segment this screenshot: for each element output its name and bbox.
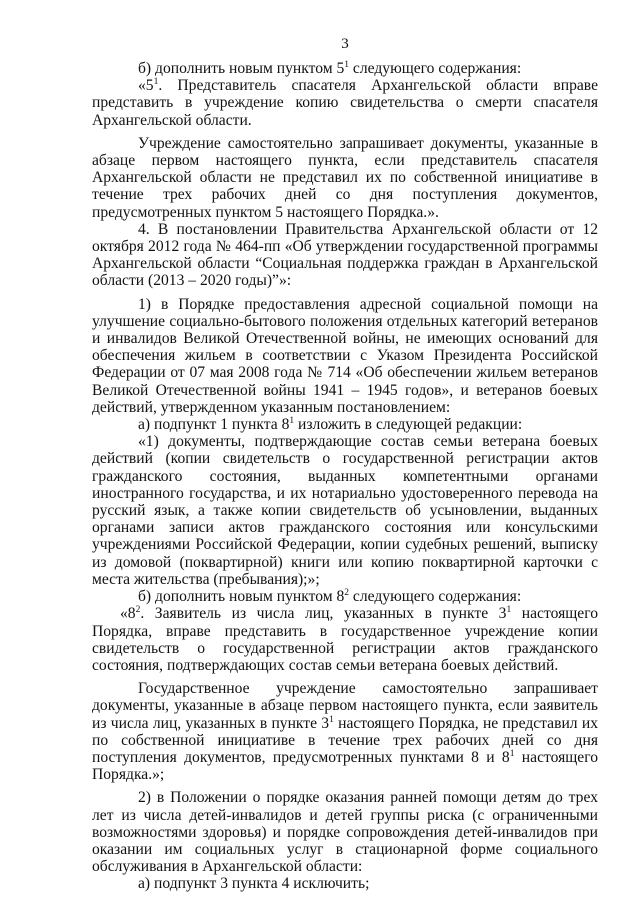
paragraph-2: «$5^1$. Представитель спасателя Архангельской области вправе представить в учреждение копию свидетельства о смерти спасателя Архангельской области.: [92, 77, 598, 129]
paragraph-10: Государственное учреждение самостоятельно запрашивает документы, указанные в абзаце первом настоящего пункта, если заявитель из числа лиц, указанных в пункте $3^1$ настоящего Порядка, не представил их по собственной инициативе в течение трех рабочих дней со дня поступления документов, предусмотренных пунктами 8 и $8^1$ настоящего Порядка.»;: [92, 680, 598, 784]
paragraph-12: а) подпункт 3 пункта 4 исключить;: [138, 875, 370, 893]
paragraph-8: б) дополнить новым пунктом $8^2$ следующего содержания:: [138, 588, 522, 606]
paragraph-1: б) дополнить новым пунктом $5^1$ следующего содержания:: [138, 60, 522, 77]
paragraph-3: Учреждение самостоятельно запрашивает документы, указанные в абзаце первом настоящего пункта, если представитель спасателя Архангельской области не представил их по собственной инициативе в течение трех рабочих дней со дня поступления документов, предусмотренных пунктом 5 настоящего Порядка.».: [92, 134, 598, 221]
paragraph-9: «$8^2$. Заявитель из числа лиц, указанных в пункте $3^1$ настоящего Порядка, вправе представить в государственное учреждение копии свидетельств о государственной регистрации актов гражданского состояния, подтверждающих состав семьи ветерана боевых действий.: [92, 605, 598, 674]
paragraph-4: 4. В постановлении Правительства Архангельской области от 12 октября 2012 года № 464-пп «Об утверждении государственной программы Архангельской области “Социальная поддержка граждан в Архангельской области (2013 – 2020 годы)”»:: [92, 220, 598, 290]
paragraph-11: 2) в Положении о порядке оказания ранней помощи детям до трех лет из числа детей-инвалидов и детей группы риска (с ограниченными возможностями здоровья) и порядке сопровождения детей-инвалидов при оказании им социальных услуг в стационарной форме социального обслуживания в Архангельской области:: [92, 789, 598, 876]
page-number: 3: [341, 36, 349, 52]
paragraph-6: а) подпункт 1 пункта $8^1$ изложить в следующей редакции:: [138, 416, 523, 434]
paragraph-5: 1) в Порядке предоставления адресной социальной помощи на улучшение социально-бытового положения отдельных категорий ветеранов и инвалидов Великой Отечественной войны, не имеющих оснований для обеспечения жильем в соответствии с Указом Президента Российской Федерации от 07 мая 2008 года № 714 «Об обеспечении жильем ветеранов Великой Отечественной войны 1941 – 1945 годов», и ветеранов боевых действий, утвержденном указанным постановлением:: [92, 295, 598, 416]
paragraph-7: «1) документы, подтверждающие состав семьи ветерана боевых действий (копии свидетельств о государственной регистрации актов гражданского состояния, выданных компетентными органами иностранного государства, и их нотариально удостоверенного перевода на русский язык, а также копии свидетельств об усыновлении, выданных органами записи актов гражданского состояния или консульскими учреждениями Российской Федерации, копии судебных решений, выписку из домовой (поквартирной) книги или копию поквартирной карточки с места жительства (пребывания);»;: [92, 433, 598, 588]
